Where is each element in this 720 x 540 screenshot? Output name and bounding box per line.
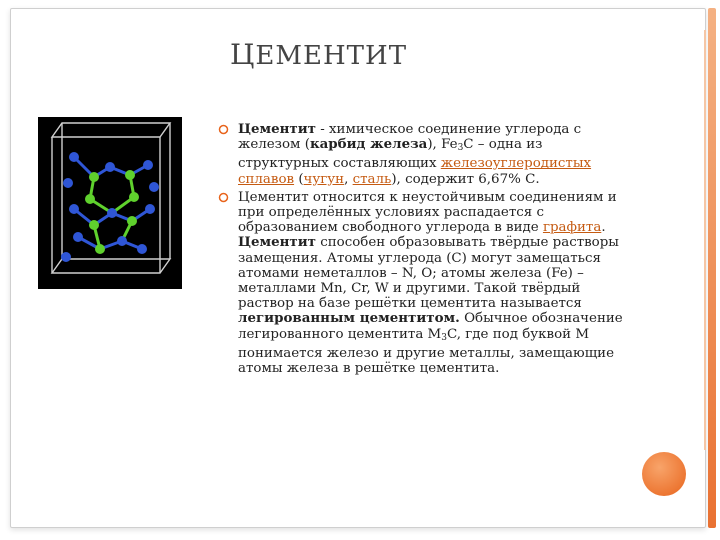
text-bold: Цементит — [238, 234, 316, 251]
text-span: C – одна из структурных составляющих — [238, 137, 543, 172]
slide-title — [230, 38, 407, 71]
text-bold: Цементит — [238, 121, 316, 137]
text-span: , — [344, 171, 353, 187]
bullet-text — [238, 122, 623, 187]
text-bold: карбид железа — [309, 136, 428, 153]
text-span: ), Fe — [427, 137, 458, 153]
decor-right-bar — [708, 8, 716, 528]
bullet-item — [218, 190, 623, 376]
text-bold: легированным цементитом. — [238, 310, 460, 327]
decor-line — [704, 30, 706, 450]
text-subscript: 3 — [457, 143, 464, 154]
slide-content — [218, 122, 623, 379]
crystal-structure-image — [38, 117, 182, 289]
link-graphite[interactable]: графита — [542, 220, 602, 236]
bullet-item — [218, 122, 623, 187]
text-span: - химическое соединение углерода с железом ( — [238, 122, 582, 153]
title-first-letter: Ц — [230, 38, 256, 71]
bullet-circle-icon — [218, 192, 229, 203]
link-iron-carbon-alloys[interactable]: железоуглеродистых сплавов — [238, 156, 592, 187]
text-span: C, где под буквой М понимается железо и другие металлы, замещающие атомы железа в решётке цементита. — [238, 326, 614, 377]
text-span: способен образовывать твёрдые растворы замещения. Атомы углерода (С) могут замещаться атомами неметаллов – N, О; атомы железа (Fe) – металлами Mn, Cr, W и другими. Такой твёрдый раствор на базе решётки цементита называется — [238, 235, 619, 312]
text-span: Цементит относится к неустойчивым соединениям и при определённых условиях распадается с образованием свободного углерода в виде — [238, 189, 617, 236]
text-span: Обычное обозначение легированного цементита M — [238, 311, 623, 342]
decor-orange-circle — [642, 452, 686, 496]
bullet-text — [238, 190, 623, 376]
text-span: ( — [294, 171, 304, 187]
text-subscript: 3 — [441, 332, 448, 343]
link-cast-iron[interactable]: чугун — [303, 171, 345, 187]
text-span: ), содержит 6,67% С. — [391, 171, 540, 187]
text-span: . — [601, 220, 606, 236]
title-rest: ЕМЕНТИТ — [255, 41, 408, 71]
crystal-structure-svg — [38, 117, 182, 289]
bullet-circle-icon — [218, 124, 229, 135]
link-steel[interactable]: сталь — [352, 171, 392, 187]
